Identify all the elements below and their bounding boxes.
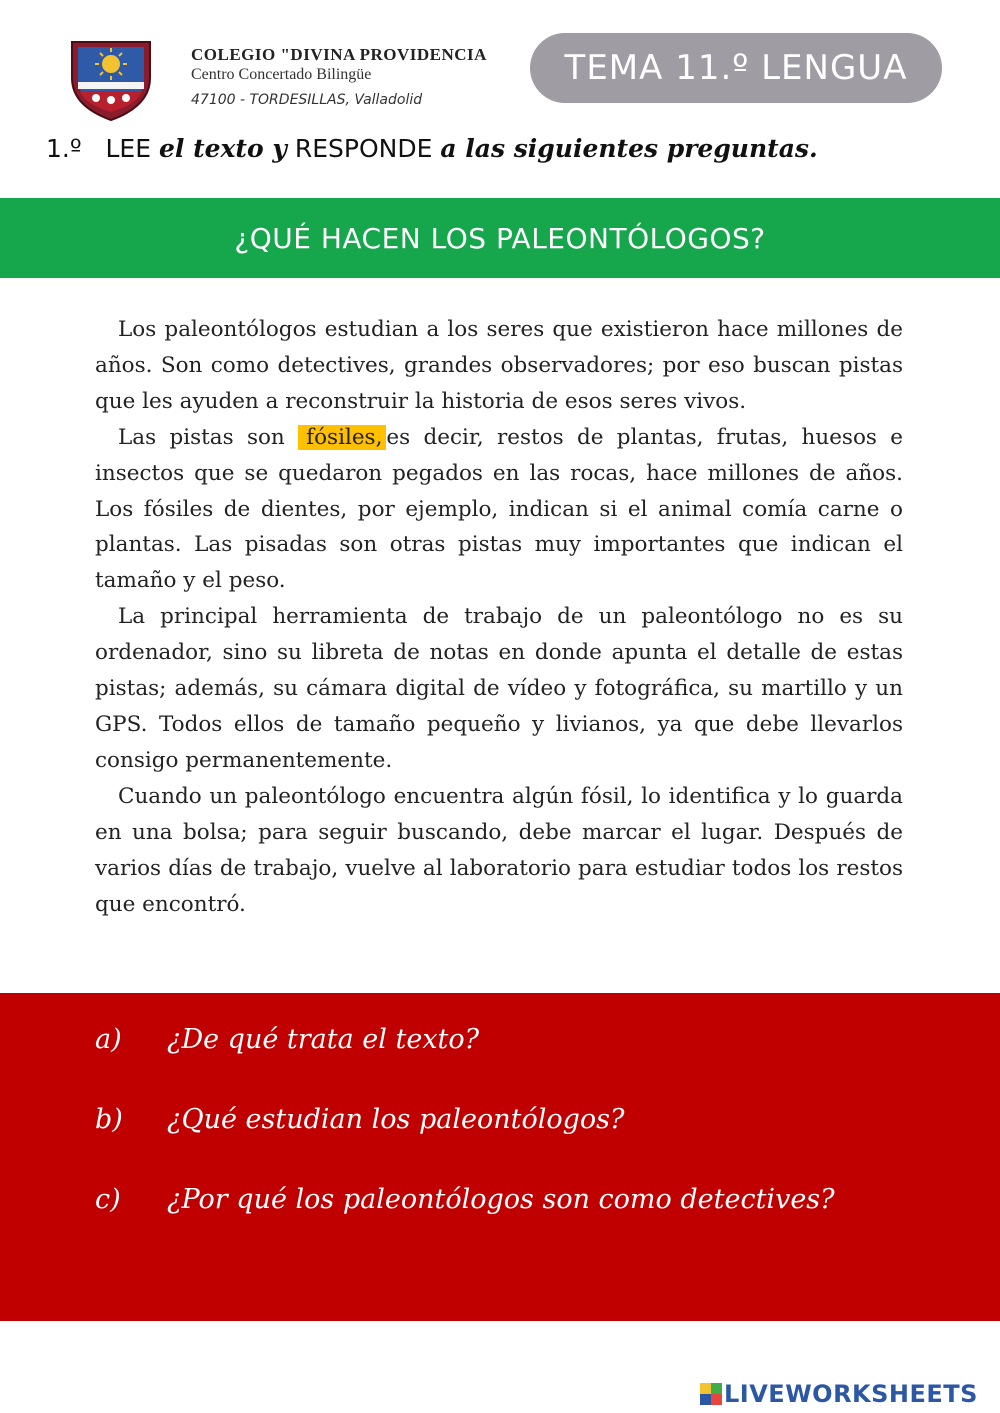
question-a: [95, 1024, 479, 1055]
topic-badge: [530, 33, 942, 103]
instruction-text-2: a las siguientes preguntas.: [440, 134, 818, 163]
paragraph-2-start: Las pistas son: [118, 424, 285, 450]
instruction-verb-answer: RESPONDE: [294, 134, 433, 163]
instruction-text-1: el texto y: [158, 134, 287, 163]
question-b: [95, 1104, 624, 1135]
question-letter: c): [95, 1184, 121, 1215]
exercise-number: 1.º: [46, 134, 82, 163]
instruction-verb-read: LEE: [105, 134, 152, 163]
liveworksheets-logo-icon: [700, 1383, 722, 1405]
school-crest-logo: [66, 34, 156, 122]
reading-paragraph-4: Cuando un paleontólogo encuentra algún fósil, lo identifica y lo guarda en una bolsa; para seguir buscando, debe marcar el lugar. Después de varios días de trabajo, vuelve al laboratorio para estudiar todos los restos que encontró.: [95, 783, 903, 917]
reading-paragraph-3: La principal herramienta de trabajo de un paleontólogo no es su ordenador, sino su libreta de notas en donde apunta el detalle de estas pistas; además, su cámara digital de vídeo y fotográfica, su martillo y un GPS. Todos ellos de tamaño pequeño y livianos, ya que debe llevarlos consigo permanentemente.: [95, 604, 903, 773]
questions-panel: [0, 993, 1000, 1321]
reading-paragraph-2: [95, 420, 903, 600]
reading-paragraph-1: Los paleontólogos estudian a los seres que existieron hace millones de años. Son como detectives, grandes observadores; por eso buscan pistas que les ayuden a reconstruir la historia de esos seres vivos.: [95, 317, 903, 414]
question-text: ¿Por qué los paleontólogos son como detectives?: [167, 1184, 835, 1215]
exercise-instruction: [46, 134, 818, 163]
reading-title-bar: [0, 198, 1000, 278]
reading-text: [95, 312, 903, 922]
highlighted-word-fossils: fósiles,: [298, 425, 386, 450]
liveworksheets-brand-text: LIVEWORKSHEETS: [724, 1380, 978, 1408]
school-subtitle: Centro Concertado Bilingüe: [191, 66, 372, 83]
liveworksheets-brand: [700, 1376, 978, 1412]
question-c: [95, 1184, 835, 1215]
paragraph-2-rest: es decir, restos de plantas, frutas, huesos e insectos que se quedaron pegados en las rocas, hace millones de años. Los fósiles de dientes, por ejemplo, indican si el animal comía carne o plantas. Las pisadas son otras pistas muy importantes que indican el tamaño y el peso.: [95, 424, 903, 594]
question-text: ¿Qué estudian los paleontólogos?: [167, 1104, 625, 1135]
topic-badge-label: TEMA 11.º LENGUA: [564, 48, 908, 88]
reading-title: ¿QUÉ HACEN LOS PALEONTÓLOGOS?: [234, 221, 766, 255]
school-address: 47100 - TORDESILLAS, Valladolid: [191, 92, 423, 108]
question-text: ¿De qué trata el texto?: [167, 1024, 480, 1055]
question-letter: a): [95, 1024, 122, 1055]
school-name: COLEGIO "DIVINA PROVIDENCIA: [191, 45, 487, 64]
question-letter: b): [95, 1104, 123, 1135]
